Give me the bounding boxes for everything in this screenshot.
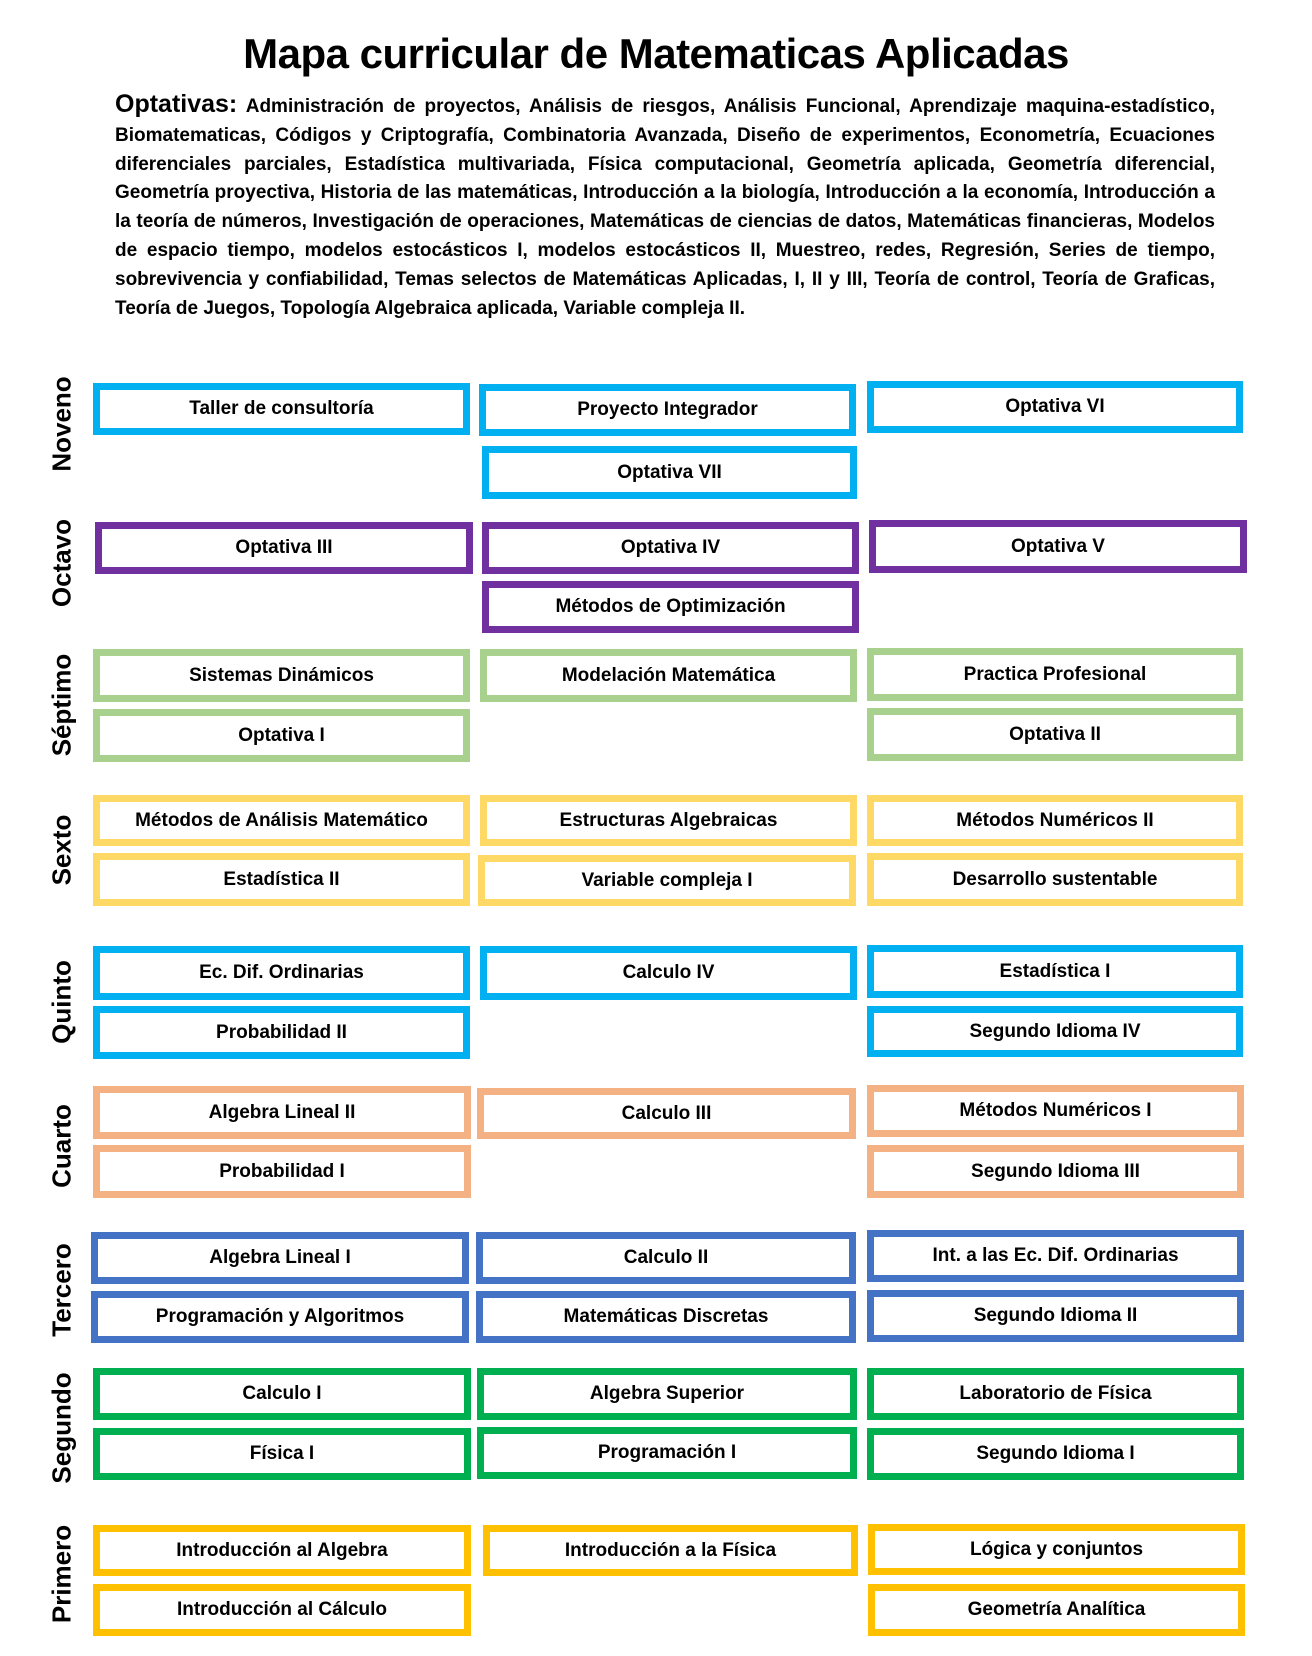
course-box: Variable compleja I <box>478 855 856 906</box>
semester-label-segundo: Segundo <box>46 1372 77 1484</box>
course-box: Optativa II <box>867 708 1243 761</box>
course-box: Probabilidad I <box>93 1145 471 1198</box>
semester-label-primero: Primero <box>46 1524 77 1624</box>
course-box: Programación I <box>477 1427 857 1479</box>
course-box: Algebra Superior <box>477 1368 857 1420</box>
semester-label-tercero: Tercero <box>46 1243 77 1337</box>
course-box: Programación y Algoritmos <box>91 1291 469 1343</box>
course-box: Segundo Idioma III <box>867 1145 1244 1198</box>
course-box: Calculo I <box>93 1368 471 1420</box>
optativas-label: Optativas: <box>115 90 238 118</box>
course-box: Segundo Idioma IV <box>867 1006 1243 1057</box>
semester-label-septimo: Séptimo <box>46 653 77 757</box>
course-box: Introducción al Algebra <box>93 1525 471 1576</box>
course-box: Calculo III <box>477 1088 856 1139</box>
course-box: Geometría Analítica <box>868 1584 1245 1636</box>
course-box: Optativa VII <box>482 446 857 499</box>
semester-label-octavo: Octavo <box>46 518 77 608</box>
course-box: Probabilidad II <box>93 1006 470 1059</box>
course-box: Laboratorio de Física <box>867 1368 1244 1420</box>
course-box: Segundo Idioma II <box>867 1290 1244 1342</box>
course-box: Taller de consultoría <box>93 383 470 435</box>
optativas-list: Administración de proyectos, Análisis de riesgos, Análisis Funcional, Aprendizaje maquina-estadístico, Biomatematicas, Códigos y Criptografía, Combinatoria Avanzada, Diseño de experimentos, Econometría, Ecuaciones diferenciales parciales, Estadística multivariada, Física computacional, Geometría aplicada, Geometría diferencial, Geometría proyectiva, Historia de las matemáticas, Introducción a la biología, Introducción a la economía, Introducción a la teoría de números, Investigación de operaciones, Matemáticas de ciencias de datos, Matemáticas financieras, Modelos de espacio tiempo, modelos estocásticos I, modelos estocásticos II, Muestreo, redes, Regresión, Series de tiempo, sobrevivencia y confiabilidad, Temas selectos de Matemáticas Aplicadas, I, II y III, Teoría de control, Teoría de Graficas, Teoría de Juegos, Topología Algebraica aplicada, Variable compleja II. <box>115 96 1215 319</box>
course-box: Optativa I <box>93 709 470 762</box>
course-box: Algebra Lineal I <box>91 1232 469 1284</box>
course-box: Calculo IV <box>480 946 857 1000</box>
course-box: Métodos Numéricos II <box>867 795 1243 846</box>
course-box: Optativa V <box>869 520 1247 573</box>
course-box: Estadística I <box>867 945 1243 998</box>
course-box: Ec. Dif. Ordinarias <box>93 946 470 1000</box>
course-box: Estructuras Algebraicas <box>480 795 857 846</box>
course-box: Optativa VI <box>867 381 1243 433</box>
optativas-paragraph <box>115 90 1215 323</box>
course-box: Introducción al Cálculo <box>93 1584 471 1636</box>
course-box: Int. a las Ec. Dif. Ordinarias <box>867 1230 1244 1282</box>
course-box: Sistemas Dinámicos <box>93 649 470 702</box>
course-box: Métodos de Optimización <box>482 581 859 633</box>
course-box: Introducción a la Física <box>483 1525 858 1576</box>
course-box: Practica Profesional <box>867 648 1243 701</box>
semester-label-cuarto: Cuarto <box>46 1104 77 1188</box>
course-box: Métodos Numéricos I <box>867 1085 1244 1137</box>
course-box: Optativa IV <box>482 522 859 574</box>
course-box: Proyecto Integrador <box>479 384 856 436</box>
course-box: Calculo II <box>476 1232 856 1284</box>
course-box: Modelación Matemática <box>480 649 857 702</box>
course-box: Física I <box>93 1428 471 1480</box>
course-box: Matemáticas Discretas <box>476 1291 856 1343</box>
semester-label-quinto: Quinto <box>46 960 77 1044</box>
course-box: Algebra Lineal II <box>93 1086 471 1139</box>
course-box: Lógica y conjuntos <box>868 1524 1245 1575</box>
course-box: Estadística II <box>93 853 470 906</box>
page-title: Mapa curricular de Matematicas Aplicadas <box>243 30 1069 77</box>
semester-label-sexto: Sexto <box>46 814 77 886</box>
semester-label-noveno: Noveno <box>46 376 77 472</box>
course-box: Segundo Idioma I <box>867 1428 1244 1480</box>
course-box: Optativa III <box>95 522 473 574</box>
course-box: Desarrollo sustentable <box>867 853 1243 906</box>
course-box: Métodos de Análisis Matemático <box>93 795 470 846</box>
